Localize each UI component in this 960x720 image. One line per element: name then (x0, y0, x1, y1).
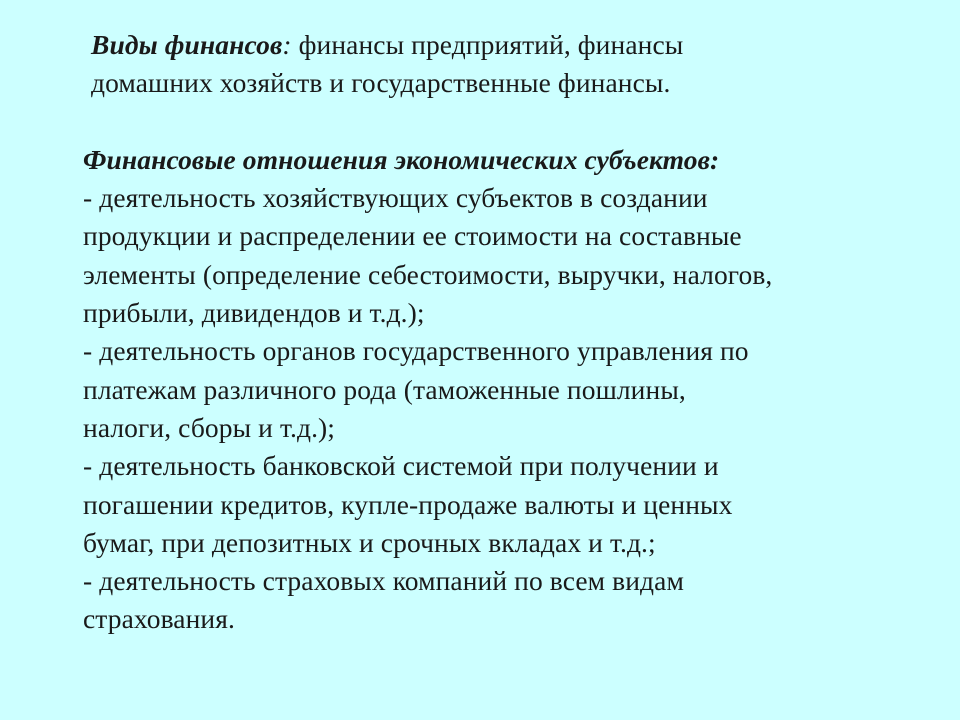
list-item (83, 179, 913, 332)
list-item-line: прибыли, дивидендов и т.д.); (83, 297, 425, 329)
relations-heading (83, 141, 913, 179)
list-item-line: элементы (определение себестоимости, выручки, налогов, (83, 258, 773, 290)
list-item (83, 332, 913, 447)
list-item-line: погашении кредитов, купле-продаже валюты и ценных (83, 488, 733, 520)
list-item-line: налоги, сборы и т.д.); (83, 411, 336, 443)
finance-types-colon: : (282, 29, 292, 60)
list-item-line: бумаг, при депозитных и срочных вкладах и т.д.; (83, 526, 656, 558)
paragraph-spacer (83, 103, 913, 141)
list-item (83, 562, 913, 639)
list-item-line: - деятельность страховых компаний по всем видам (83, 565, 684, 597)
finance-types-paragraph (83, 26, 913, 103)
list-item (83, 447, 913, 562)
finance-types-text-line2: домашних хозяйств и государственные финансы. (91, 67, 671, 99)
relations-heading-text: Финансовые отношения экономических субъектов: (83, 143, 720, 175)
list-item-line: - деятельность органов государственного управления по (83, 335, 749, 367)
list-item-line: - деятельность банковской системой при получении и (83, 450, 719, 482)
finance-types-label: Виды финансов (91, 29, 283, 60)
list-item-line: платежам различного рода (таможенные пошлины, (83, 373, 686, 405)
list-item-line: страхования. (83, 603, 235, 635)
list-item-line: продукции и распределении ее стоимости на составные (83, 220, 742, 252)
finance-types-text-line1: финансы предприятий, финансы (291, 29, 684, 60)
list-item-line: - деятельность хозяйствующих субъектов в создании (83, 182, 708, 214)
slide-content (83, 26, 913, 639)
